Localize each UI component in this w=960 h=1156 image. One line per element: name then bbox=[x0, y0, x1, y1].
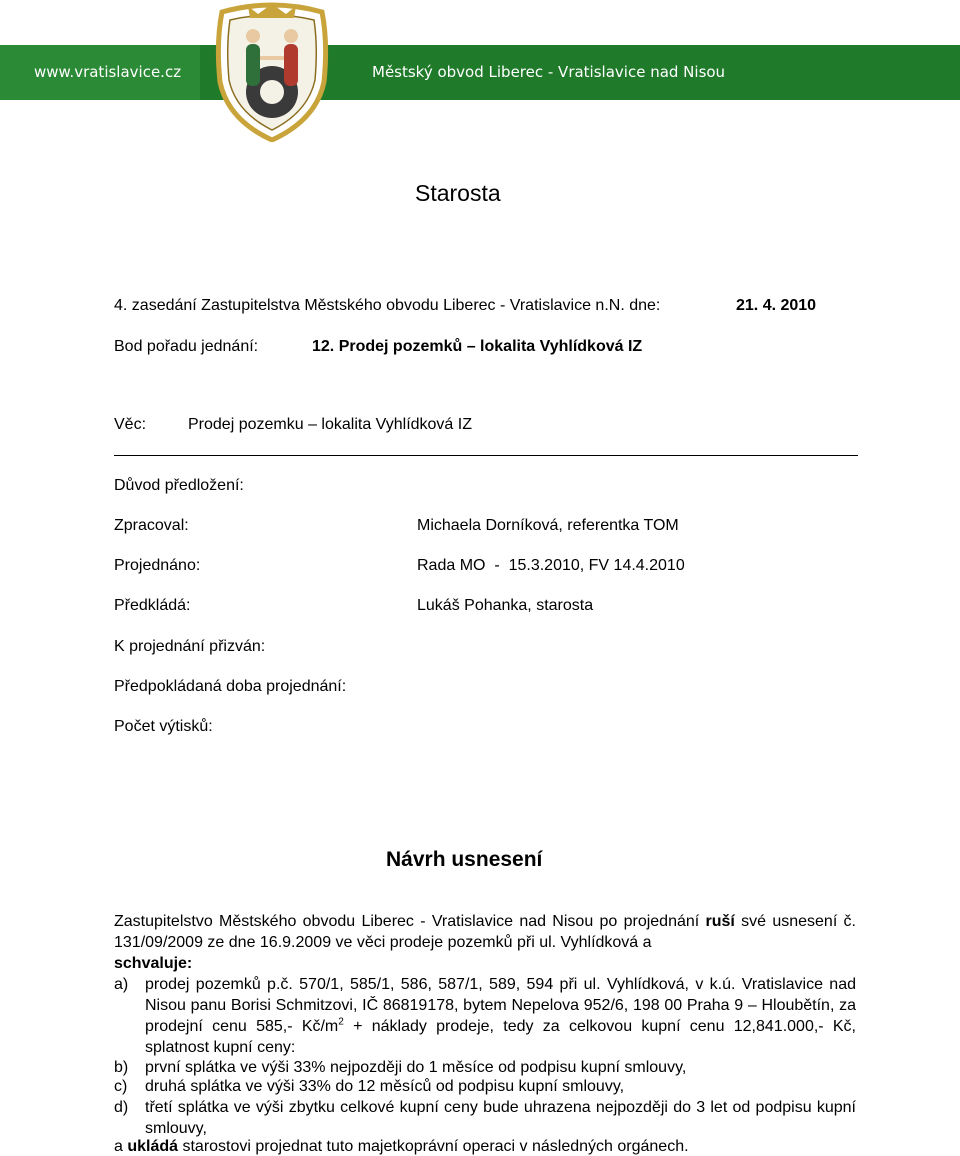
item-a-superscript: 2 bbox=[338, 1016, 344, 1028]
district-name: Městský obvod Liberec - Vratislavice nad Nisou bbox=[372, 63, 726, 81]
agenda-label: Bod pořadu jednání: bbox=[114, 338, 259, 355]
list-item-b bbox=[114, 1057, 856, 1078]
prepared-value: Michaela Dorníková, referentka TOM bbox=[417, 517, 679, 534]
item-d-label: d) bbox=[114, 1099, 129, 1116]
discussed-label: Projednáno: bbox=[114, 557, 201, 574]
meeting-date: 21. 4. 2010 bbox=[736, 297, 817, 314]
meeting-line bbox=[114, 297, 660, 315]
header-banner bbox=[0, 45, 960, 100]
site-url-link[interactable]: www.vratislavice.cz bbox=[34, 63, 182, 81]
coat-of-arms-logo bbox=[208, 2, 336, 142]
closing-text-b: starostovi projednat tuto majetkoprávní operaci v následných orgánech. bbox=[178, 1138, 689, 1155]
subject-label: Věc: bbox=[114, 416, 147, 433]
item-c-label: c) bbox=[114, 1078, 128, 1095]
invited-label: K projednání přizván: bbox=[114, 638, 266, 655]
item-a-text-1: prodej pozemků p.č. 570/1, 585/1, 586, 587/1, 589, 594 při ul. Vyhlídková, v k.ú. Vratislavice nad Nisou panu Borisi Schmitzovi, IČ 86819178, bytem Nepelova 952/6, 198 00 Praha 9 – Hloubětín, za prodejní cenu 585,- Kč/m bbox=[145, 976, 856, 1035]
copies-label: Počet výtisků: bbox=[114, 718, 213, 735]
presents-label: Předkládá: bbox=[114, 597, 191, 614]
list-item-c bbox=[114, 1076, 856, 1097]
resolution-closing bbox=[114, 1138, 689, 1156]
list-item-d bbox=[114, 1097, 856, 1139]
discussed-value: Rada MO - 15.3.2010, FV 14.4.2010 bbox=[417, 557, 685, 574]
document-title: Starosta bbox=[415, 180, 501, 206]
resolution-intro bbox=[114, 911, 856, 953]
closing-assigns: ukládá bbox=[127, 1138, 179, 1155]
prepared-label: Zpracoval: bbox=[114, 517, 189, 534]
list-item-a bbox=[114, 974, 856, 1058]
duration-label: Předpokládaná doba projednání: bbox=[114, 678, 347, 695]
approves-label: schvaluje: bbox=[114, 955, 193, 972]
presents-value: Lukáš Pohanka, starosta bbox=[417, 597, 594, 614]
subject-value: Prodej pozemku – lokalita Vyhlídková IZ bbox=[188, 416, 472, 433]
intro-revokes: ruší bbox=[705, 913, 735, 930]
item-a-text-2: + náklady prodeje, tedy za celkovou kupní cenu 12,841.000,- Kč, splatnost kupní ceny: bbox=[145, 1018, 857, 1056]
resolution-heading: Návrh usnesení bbox=[386, 848, 543, 871]
item-d-text: třetí splátka ve výši zbytku celkové kupní ceny bude uhrazena nejpozději do 3 let od podpisu kupní smlouvy, bbox=[145, 1099, 856, 1137]
agenda-value: 12. Prodej pozemků – lokalita Vyhlídková IZ bbox=[312, 338, 643, 355]
meeting-text: 4. zasedání Zastupitelstva Městského obvodu Liberec - Vratislavice n.N. dne: bbox=[114, 297, 661, 314]
item-b-text: první splátka ve výši 33% nejpozději do 1 měsíce od podpisu kupní smlouvy, bbox=[145, 1059, 687, 1076]
reason-label: Důvod předložení: bbox=[114, 477, 244, 494]
intro-text-b: své usnesení č. 131/09/2009 ze dne 16.9.2009 ve věci prodeje pozemků při ul. Vyhlídková a bbox=[114, 913, 856, 951]
divider-line bbox=[114, 455, 858, 456]
item-b-label: b) bbox=[114, 1059, 129, 1076]
intro-text-a: Zastupitelstvo Městského obvodu Liberec - Vratislavice nad Nisou po projednání bbox=[114, 913, 706, 930]
item-c-text: druhá splátka ve výši 33% do 12 měsíců od podpisu kupní smlouvy, bbox=[145, 1078, 625, 1095]
closing-text-a: a bbox=[114, 1138, 128, 1155]
item-a-label: a) bbox=[114, 976, 129, 993]
